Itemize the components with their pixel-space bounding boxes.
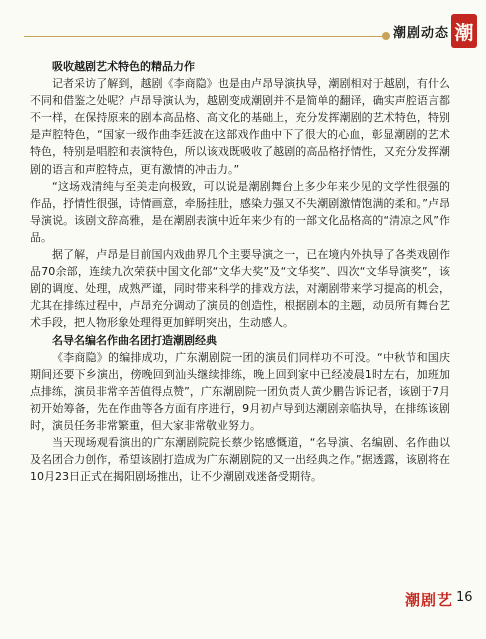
- article-paragraph-1: 记者采访了解到，越剧《李商隐》也是由卢昂导演执导，潮剧相对于越剧，有什么不同和借鉴之处呢？卢昂导演认为，越剧变成潮剧并不是简单的翻译，确实声腔语言都不一样，在保持原来的剧本高品格、高文化的基础上，充分发挥潮剧的艺术特色，特别是声腔特色，“国家一级作曲李廷波在这部戏作曲中下了很大的心血，彰显潮剧的艺术特色，特别是唱腔和表演特色，所以该戏既吸收了越剧的高品格抒情性，又充分发挥潮剧的语言和声腔特点，更有激情的冲击力。”: [30, 77, 450, 176]
- magazine-logo: 潮剧艺: [405, 591, 454, 609]
- article-paragraph-5: 当天现场观看演出的广东潮剧院院长蔡少铭感慨道，“名导演、名编剧、名作曲以及名团合力创作，希望该剧打造成为广东潮剧院的又一出经典之作。”据透露，该剧将在10月23日正式在揭阳剧场推出，让不少潮剧戏迷备受期待。: [30, 436, 450, 484]
- article-paragraph-2: “这场戏清纯与至美走向极致，可以说是潮剧舞台上多少年来少见的文学性很强的作品，抒情性很强，诗情画意，牵肠挂肚，感染力强又不失潮剧激情饱满的柔和。”卢昂导演说。该剧文辞高雅，是在潮剧表演中近年来少有的一部文化品格高的“清凉之风”作品。: [30, 179, 450, 244]
- page-number: 16: [456, 590, 473, 605]
- article-paragraph-3: 据了解，卢昂是目前国内戏曲界几个主要导演之一，已在境内外执导了各类戏剧作品70余部，连续九次荣获中国文化部“文华大奖”及“文华奖”、四次“文华导演奖”，该剧的调度、处理，成熟严谨，同时带来科学的排戏方法，对潮剧带来学习提高的机会，尤其在排练过程中，卢昂充分调动了演员的创造性，根据剧本的主题，动员所有舞台艺术手段，把人物形象处理得更加鲜明突出，生动感人。: [30, 248, 450, 330]
- page-header: [0, 14, 486, 48]
- article-heading-2: 名导名编名作曲名团打造潮剧经典: [52, 333, 217, 347]
- article-body: [30, 58, 450, 485]
- header-rule: [24, 36, 384, 37]
- seal-stamp: 潮: [451, 14, 477, 48]
- section-title: 潮剧动态: [393, 26, 450, 41]
- header-dot-ornament: [382, 32, 390, 40]
- article-heading-1: 吸收越剧艺术特色的精品力作: [52, 60, 195, 73]
- article-paragraph-4: 《李商隐》的编排成功，广东潮剧院一团的演员们同样功不可没。“中秋节和国庆期间还要下乡演出，傍晚回到汕头继续排练，晚上回到家中已经凌晨1时左右，加班加点排练，演员非常辛苦值得点赞”，广东潮剧院一团负责人黄少鹏告诉记者，该剧于7月初开始筹备，先在作曲等各方面有序进行，9月初卢导到达潮剧亲临执导，在排练该剧时，演员任务非常繁重，但大家非常敬业努力。: [30, 350, 450, 432]
